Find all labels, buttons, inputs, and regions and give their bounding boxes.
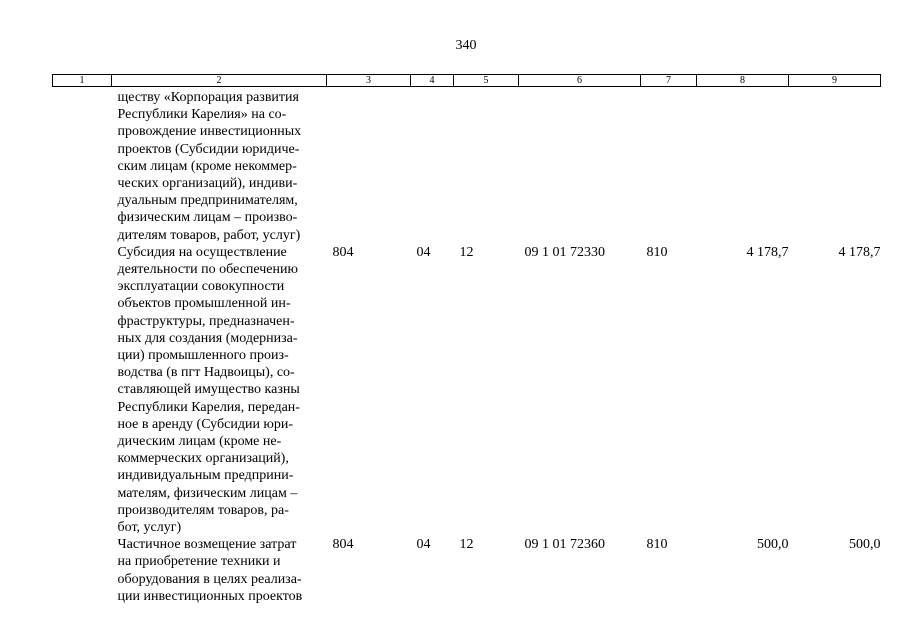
header-col-2: 2 — [112, 75, 327, 87]
amount-cell: 4 178,7 — [746, 244, 789, 260]
description-cell — [112, 536, 327, 605]
subsection-code-cell: 12 — [459, 537, 474, 553]
description-line: оборудования в целях реализа- — [117, 571, 302, 587]
table-row — [53, 536, 881, 605]
description-line: фраструктуры, предназначен- — [117, 313, 295, 329]
description-line: объектов промышленной ин- — [117, 296, 291, 312]
header-col-5: 5 — [454, 75, 519, 87]
description-line: ческих организаций), индиви- — [117, 176, 298, 192]
target-item-code-cell: 09 1 01 72360 — [524, 537, 605, 553]
description-line: ции инвестиционных проектов — [117, 588, 303, 604]
row-number-cell — [53, 87, 112, 244]
header-col-9: 9 — [789, 75, 881, 87]
table-header-row — [53, 75, 881, 87]
description-line: дическим лицам (кроме не- — [117, 434, 282, 450]
description-line: ским лицам (кроме некоммер- — [117, 158, 297, 174]
description-line: на приобретение техники и — [117, 554, 281, 570]
description-line: Республики Карелия, передан- — [117, 399, 300, 415]
amount-cell — [789, 87, 881, 244]
description-line: коммерческих организаций), — [117, 451, 289, 467]
page-number: 340 — [455, 38, 477, 53]
description-cell — [112, 244, 327, 536]
description-line: бот, услуг) — [117, 520, 182, 536]
target-item-code-cell — [519, 87, 641, 244]
amount-cell: 500,0 — [849, 537, 881, 553]
description-line: производителям товаров, ра- — [117, 502, 289, 518]
description-line: ное в аренду (Субсидии юри- — [117, 416, 294, 432]
description-line: Субсидия на осуществление — [117, 244, 287, 260]
expense-type-code-cell: 810 — [646, 537, 668, 553]
ministry-code-cell: 804 — [332, 244, 354, 260]
budget-table — [52, 74, 881, 605]
description-line: провождение инвестиционных — [117, 124, 302, 140]
ministry-code-cell — [327, 87, 411, 244]
table-body — [53, 87, 881, 606]
description-line: дителям товаров, работ, услуг) — [117, 227, 301, 243]
header-col-3: 3 — [327, 75, 411, 87]
expense-type-code-cell: 810 — [646, 244, 668, 260]
section-code-cell: 04 — [416, 537, 431, 553]
description-line: Частичное возмещение затрат — [117, 537, 297, 553]
table-row — [53, 244, 881, 536]
description-line: индивидуальным предприни- — [117, 468, 294, 484]
description-line: ществу «Корпорация развития — [117, 90, 299, 105]
description-line: дуальным предпринимателям, — [117, 193, 298, 209]
description-line: ставляющей имущество казны — [117, 382, 300, 398]
ministry-code-cell: 804 — [332, 537, 354, 553]
header-col-4: 4 — [411, 75, 454, 87]
description-line: проектов (Субсидии юридиче- — [117, 141, 300, 157]
description-line: Республики Карелия» на со- — [117, 107, 287, 123]
description-line: физическим лицам – произво- — [117, 210, 298, 226]
expense-type-code-cell — [641, 87, 697, 244]
description-line: деятельности по обеспечению — [117, 262, 298, 278]
table-row — [53, 87, 881, 244]
section-code-cell — [411, 87, 454, 244]
amount-cell: 500,0 — [757, 537, 789, 553]
subsection-code-cell: 12 — [459, 244, 474, 260]
row-number-cell — [53, 244, 112, 536]
header-col-7: 7 — [641, 75, 697, 87]
description-line: ных для создания (модерниза- — [117, 330, 298, 346]
description-line: мателям, физическим лицам – — [117, 485, 298, 501]
header-col-6: 6 — [519, 75, 641, 87]
description-cell — [112, 87, 327, 244]
row-number-cell — [53, 536, 112, 605]
description-line: ции) промышленного произ- — [117, 348, 289, 364]
subsection-code-cell — [454, 87, 519, 244]
description-line: водства (в пгт Надвоицы), со- — [117, 365, 295, 381]
section-code-cell: 04 — [416, 244, 431, 260]
description-line: эксплуатации совокупности — [117, 279, 285, 295]
target-item-code-cell: 09 1 01 72330 — [524, 244, 605, 260]
header-col-1: 1 — [53, 75, 112, 87]
amount-cell: 4 178,7 — [838, 244, 881, 260]
amount-cell — [697, 87, 789, 244]
header-col-8: 8 — [697, 75, 789, 87]
